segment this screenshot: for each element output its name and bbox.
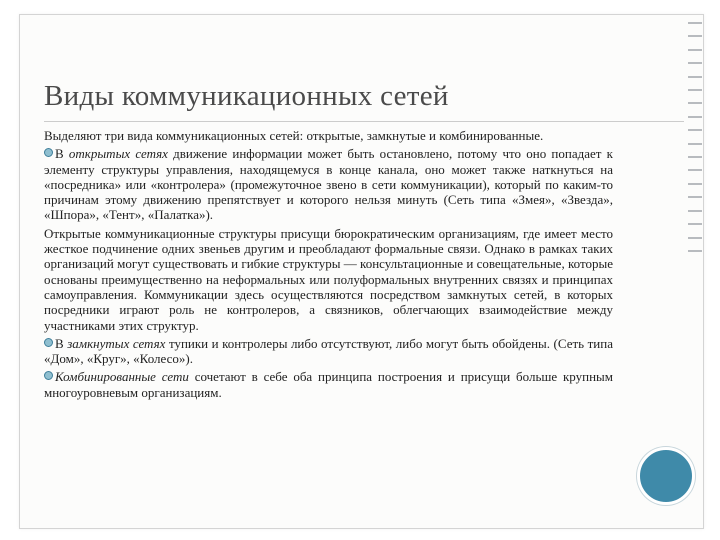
intro-paragraph: Выделяют три вида коммуникационных сетей: открытые, замкнутые и комбинированные. bbox=[44, 128, 544, 143]
title-divider bbox=[44, 121, 684, 122]
bullet-icon bbox=[44, 371, 53, 380]
binding-rings bbox=[688, 22, 706, 252]
bullet-icon bbox=[44, 338, 53, 347]
slide-title: Виды коммуникационных сетей bbox=[44, 80, 449, 112]
open-networks-paragraph: В открытых сетях движение информации может быть остановлено, потому что оно попадает к элементу структуры управления, находящемуся в конце канала, оно может также наткнуться на «посредника» или «контролера» (промежуточное звено в сети коммуникации), который по каким-то причинам этому движению препятствует и которого нельзя минуть (Сеть типа «Змея», «Звезда», «Шпора», «Тент», «Палатка»). bbox=[44, 146, 613, 223]
term-open-networks: открытых сетях bbox=[68, 146, 168, 162]
combined-networks-paragraph: Комбинированные сети сочетают в себе оба принципа построения и присущи больше крупным многоуровневым организациям. bbox=[44, 369, 613, 400]
term-closed-networks: замкнутых сетях bbox=[67, 335, 166, 351]
bullet-icon bbox=[44, 148, 53, 157]
open-structures-paragraph: Открытые коммуникационные структуры присущи бюрократическим организациям, где имеет место жесткое подчинение одних звеньев другим и преобладают формальные связи. Однако в рамках таких организаций могут существовать и гибкие структуры — консультационные и совещательные, которые основаны преимущественно на неформальных или полуформальных внутренних связях и принципах самоуправления. Коммуникации здесь осуществляются посредством замкнутых сетей, в которых посредники играют роль не контролеров, а связников, облегчающих взаимодействие между участниками этих структур. bbox=[44, 225, 613, 333]
decorative-circle bbox=[637, 447, 695, 505]
closed-networks-paragraph: В замкнутых сетях тупики и контролеры либо отсутствуют, либо могут быть обойдены. (Сеть типа «Дом», «Круг», «Колесо»). bbox=[44, 335, 613, 367]
slide-body bbox=[44, 128, 613, 403]
term-combined-networks: Комбинированные сети bbox=[55, 369, 189, 385]
